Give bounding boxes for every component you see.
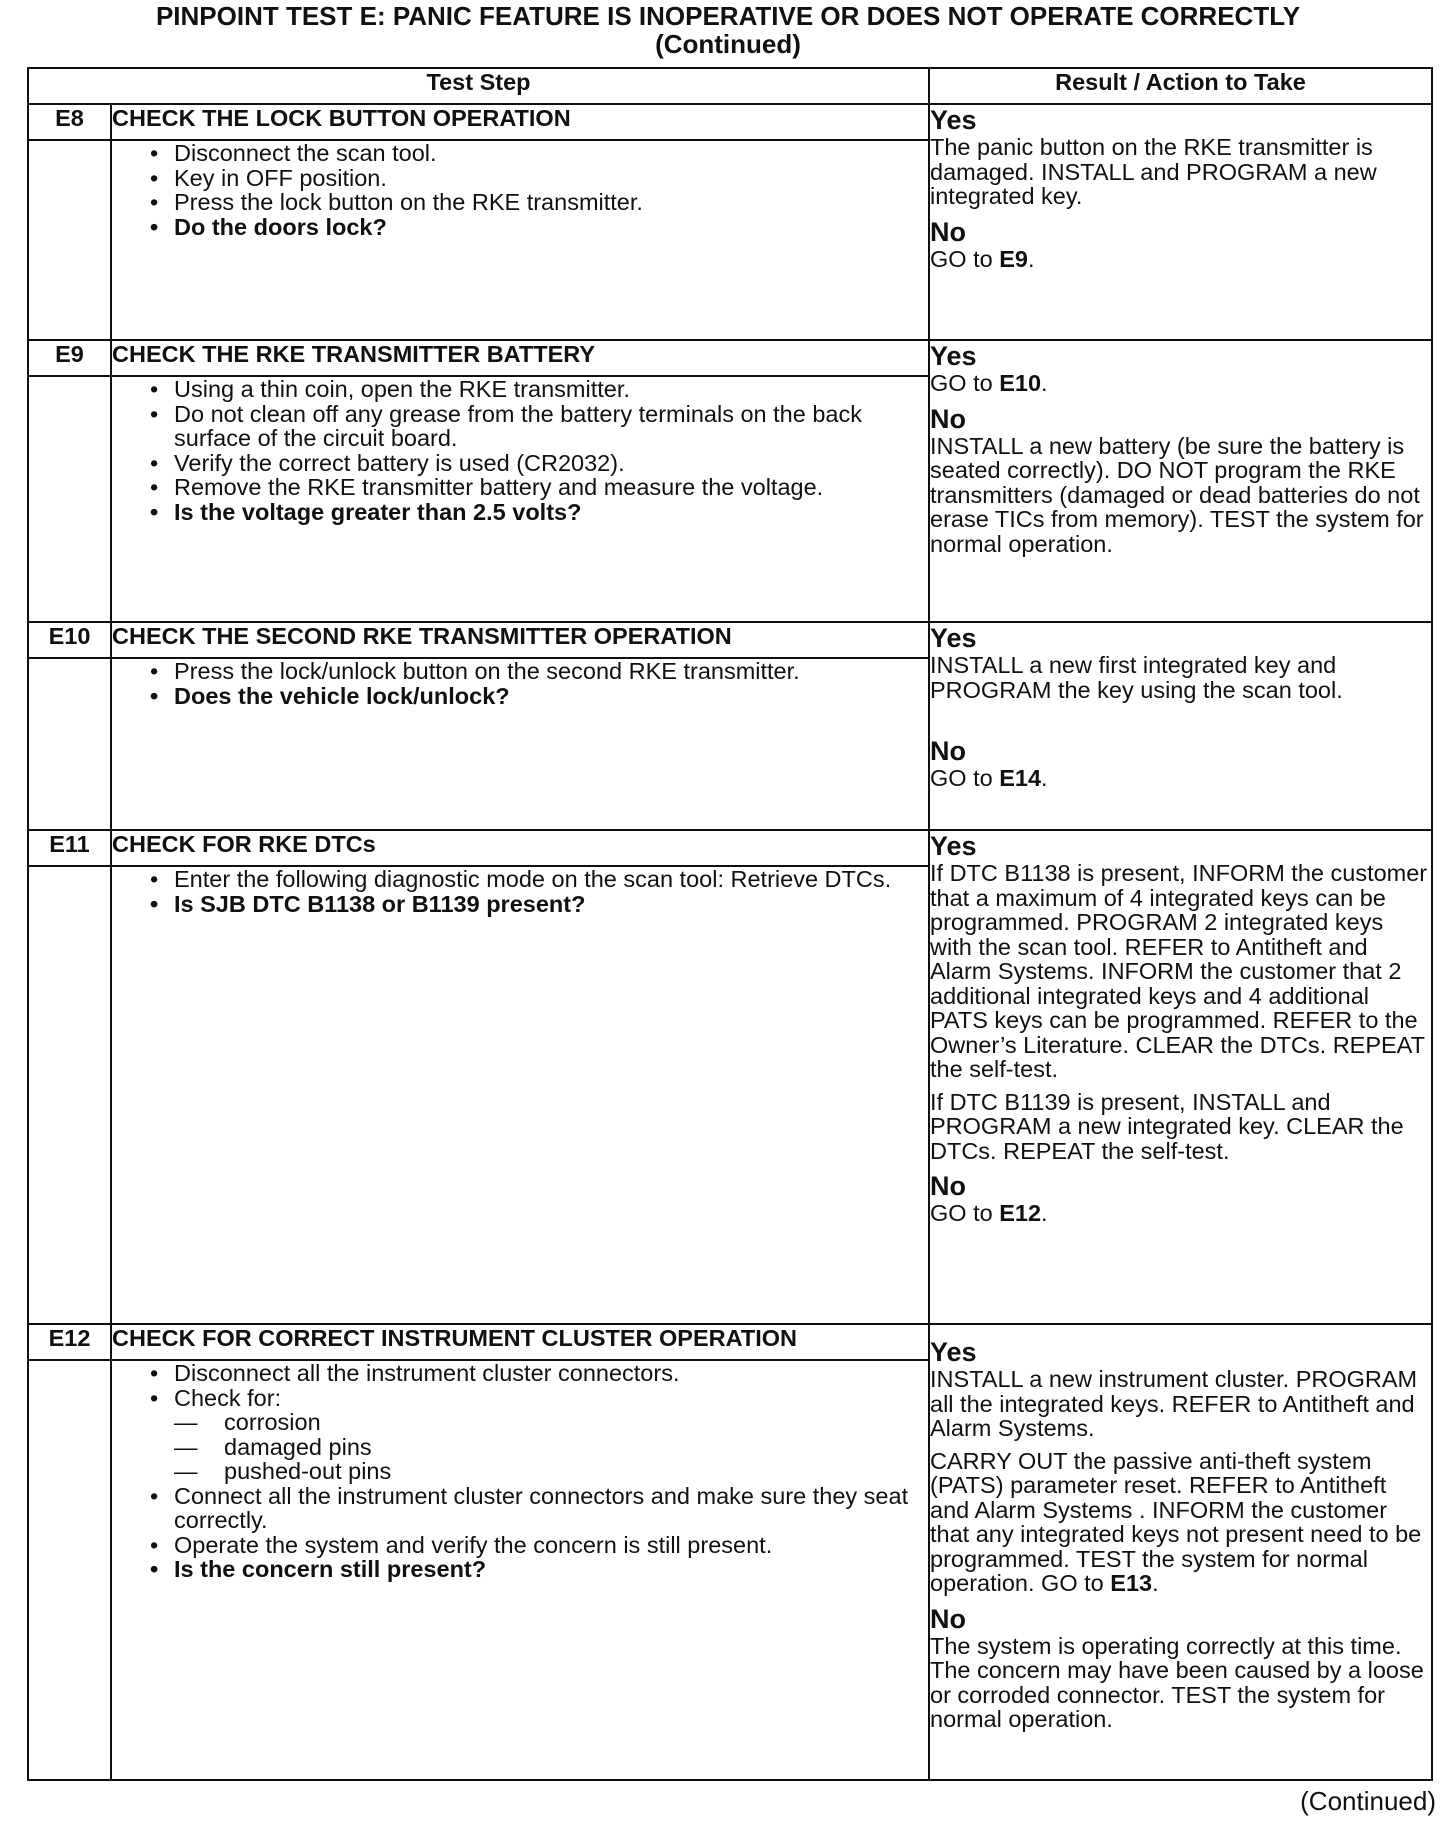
- step-id: E10: [28, 622, 111, 658]
- no-label: No: [930, 216, 966, 247]
- page-title: [0, 2, 1456, 58]
- step-header-row: [28, 622, 1432, 658]
- result-cell: [929, 104, 1432, 340]
- pinpoint-test-table: [27, 67, 1433, 1781]
- sub-item: — pushed-out pins: [174, 1459, 928, 1484]
- header-test-step: Test Step: [28, 68, 929, 104]
- step-heading: CHECK FOR RKE DTCs: [111, 830, 929, 866]
- step-instructions: [111, 376, 929, 622]
- step-id: E9: [28, 340, 111, 376]
- step-item: • Key in OFF position.: [138, 166, 928, 191]
- step-id-blank: [28, 140, 111, 340]
- sub-item: — corrosion: [174, 1410, 928, 1435]
- step-question: • Is SJB DTC B1138 or B1139 present?: [138, 892, 928, 917]
- step-heading: CHECK THE RKE TRANSMITTER BATTERY: [111, 340, 929, 376]
- header-result: Result / Action to Take: [929, 68, 1432, 104]
- step-question: • Is the voltage greater than 2.5 volts?: [138, 500, 928, 525]
- yes-action: The panic button on the RKE transmitter is damaged. INSTALL and PROGRAM a new integrated key.: [930, 134, 1377, 209]
- step-item: • Remove the RKE transmitter battery and measure the voltage.: [138, 475, 928, 500]
- step-id: E12: [28, 1324, 111, 1360]
- no-label: No: [930, 403, 966, 434]
- step-instructions: [111, 1360, 929, 1780]
- no-action: GO to E14.: [930, 765, 1048, 791]
- yes-action: If DTC B1138 is present, INFORM the customer that a maximum of 4 integrated keys can be programmed. PROGRAM 2 integrated keys with the scan tool. REFER to Antitheft and Alarm Systems. INFORM the customer that 2 additional integrated keys and 4 additional PATS keys can be programmed. REFER to the Owner’s Literature. CLEAR the DTCs. REPEAT the self-test.: [930, 860, 1428, 1082]
- step-question: • Do the doors lock?: [138, 215, 928, 240]
- step-heading: CHECK FOR CORRECT INSTRUMENT CLUSTER OPERATION: [111, 1324, 929, 1360]
- sub-item: — damaged pins: [174, 1435, 928, 1460]
- no-action: GO to E12.: [930, 1200, 1048, 1226]
- yes-action: INSTALL a new instrument cluster. PROGRAM all the integrated keys. REFER to Antitheft and Alarm Systems.: [930, 1366, 1418, 1441]
- title-line-2: (Continued): [655, 29, 801, 59]
- yes-action-2: CARRY OUT the passive anti-theft system (PATS) parameter reset. REFER to Antitheft and Alarm Systems . INFORM the customer that any integrated keys not present need to be programmed. TEST the system for normal operation. GO to E13.: [930, 1447, 1422, 1596]
- step-instructions: [111, 658, 929, 830]
- step-item: • Disconnect the scan tool.: [138, 141, 928, 166]
- step-item: • Verify the correct battery is used (CR2032).: [138, 451, 928, 476]
- step-id-blank: [28, 866, 111, 1324]
- step-header-row: [28, 340, 1432, 376]
- step-id: E11: [28, 830, 111, 866]
- step-header-row: [28, 830, 1432, 866]
- yes-action: GO to E10.: [930, 370, 1048, 396]
- result-cell: [929, 622, 1432, 830]
- yes-label: Yes: [930, 105, 977, 135]
- yes-action: INSTALL a new first integrated key and PROGRAM the key using the scan tool.: [930, 652, 1343, 703]
- step-item: • Press the lock/unlock button on the second RKE transmitter.: [138, 659, 928, 684]
- step-instructions: [111, 140, 929, 340]
- step-item: • Enter the following diagnostic mode on the scan tool: Retrieve DTCs.: [138, 867, 928, 892]
- step-id-blank: [28, 658, 111, 830]
- table-header-row: [28, 68, 1432, 104]
- yes-label: Yes: [930, 341, 977, 371]
- no-action: GO to E9.: [930, 245, 1035, 272]
- yes-label: Yes: [930, 1337, 977, 1367]
- title-line-1: PINPOINT TEST E: PANIC FEATURE IS INOPERATIVE OR DOES NOT OPERATE CORRECTLY: [155, 1, 1301, 31]
- continued-footer: (Continued): [1300, 1786, 1436, 1816]
- result-cell: [929, 830, 1432, 1324]
- step-heading: CHECK THE LOCK BUTTON OPERATION: [111, 104, 929, 140]
- step-id: E8: [28, 104, 111, 140]
- step-id-blank: [28, 1360, 111, 1780]
- yes-label: Yes: [930, 831, 977, 861]
- no-action: The system is operating correctly at this time. The concern may have been caused by a loose or corroded connector. TEST the system for normal operation.: [930, 1632, 1424, 1732]
- result-cell: [929, 1324, 1432, 1780]
- step-id-blank: [28, 376, 111, 622]
- step-item: • Do not clean off any grease from the battery terminals on the back surface of the circuit board.: [138, 402, 928, 451]
- step-question: • Does the vehicle lock/unlock?: [138, 684, 928, 709]
- step-header-row: [28, 1324, 1432, 1360]
- yes-label: Yes: [930, 623, 977, 653]
- step-item: • Operate the system and verify the concern is still present.: [138, 1533, 928, 1558]
- check-sublist: [174, 1410, 928, 1484]
- no-label: No: [930, 736, 966, 766]
- step-item: • Check for: — corrosion — damaged pins — pushed-out pins: [138, 1386, 928, 1484]
- no-label: No: [930, 1171, 966, 1201]
- step-instructions: [111, 866, 929, 1324]
- step-header-row: [28, 104, 1432, 140]
- step-item: • Using a thin coin, open the RKE transmitter.: [138, 377, 928, 402]
- step-question: • Is the concern still present?: [138, 1557, 928, 1582]
- no-label: No: [930, 1603, 966, 1634]
- step-item: • Press the lock button on the RKE transmitter.: [138, 190, 928, 215]
- step-item: • Disconnect all the instrument cluster connectors.: [138, 1361, 928, 1386]
- yes-action-2: If DTC B1139 is present, INSTALL and PROGRAM a new integrated key. CLEAR the DTCs. REPEAT the self-test.: [930, 1088, 1404, 1164]
- step-item: • Connect all the instrument cluster connectors and make sure they seat correctly.: [138, 1484, 928, 1533]
- result-cell: [929, 340, 1432, 622]
- no-action: INSTALL a new battery (be sure the battery is seated correctly). DO NOT program the RKE transmitters (damaged or dead batteries do not erase TICs from memory). TEST the system for normal operation.: [930, 432, 1424, 557]
- step-heading: CHECK THE SECOND RKE TRANSMITTER OPERATION: [111, 622, 929, 658]
